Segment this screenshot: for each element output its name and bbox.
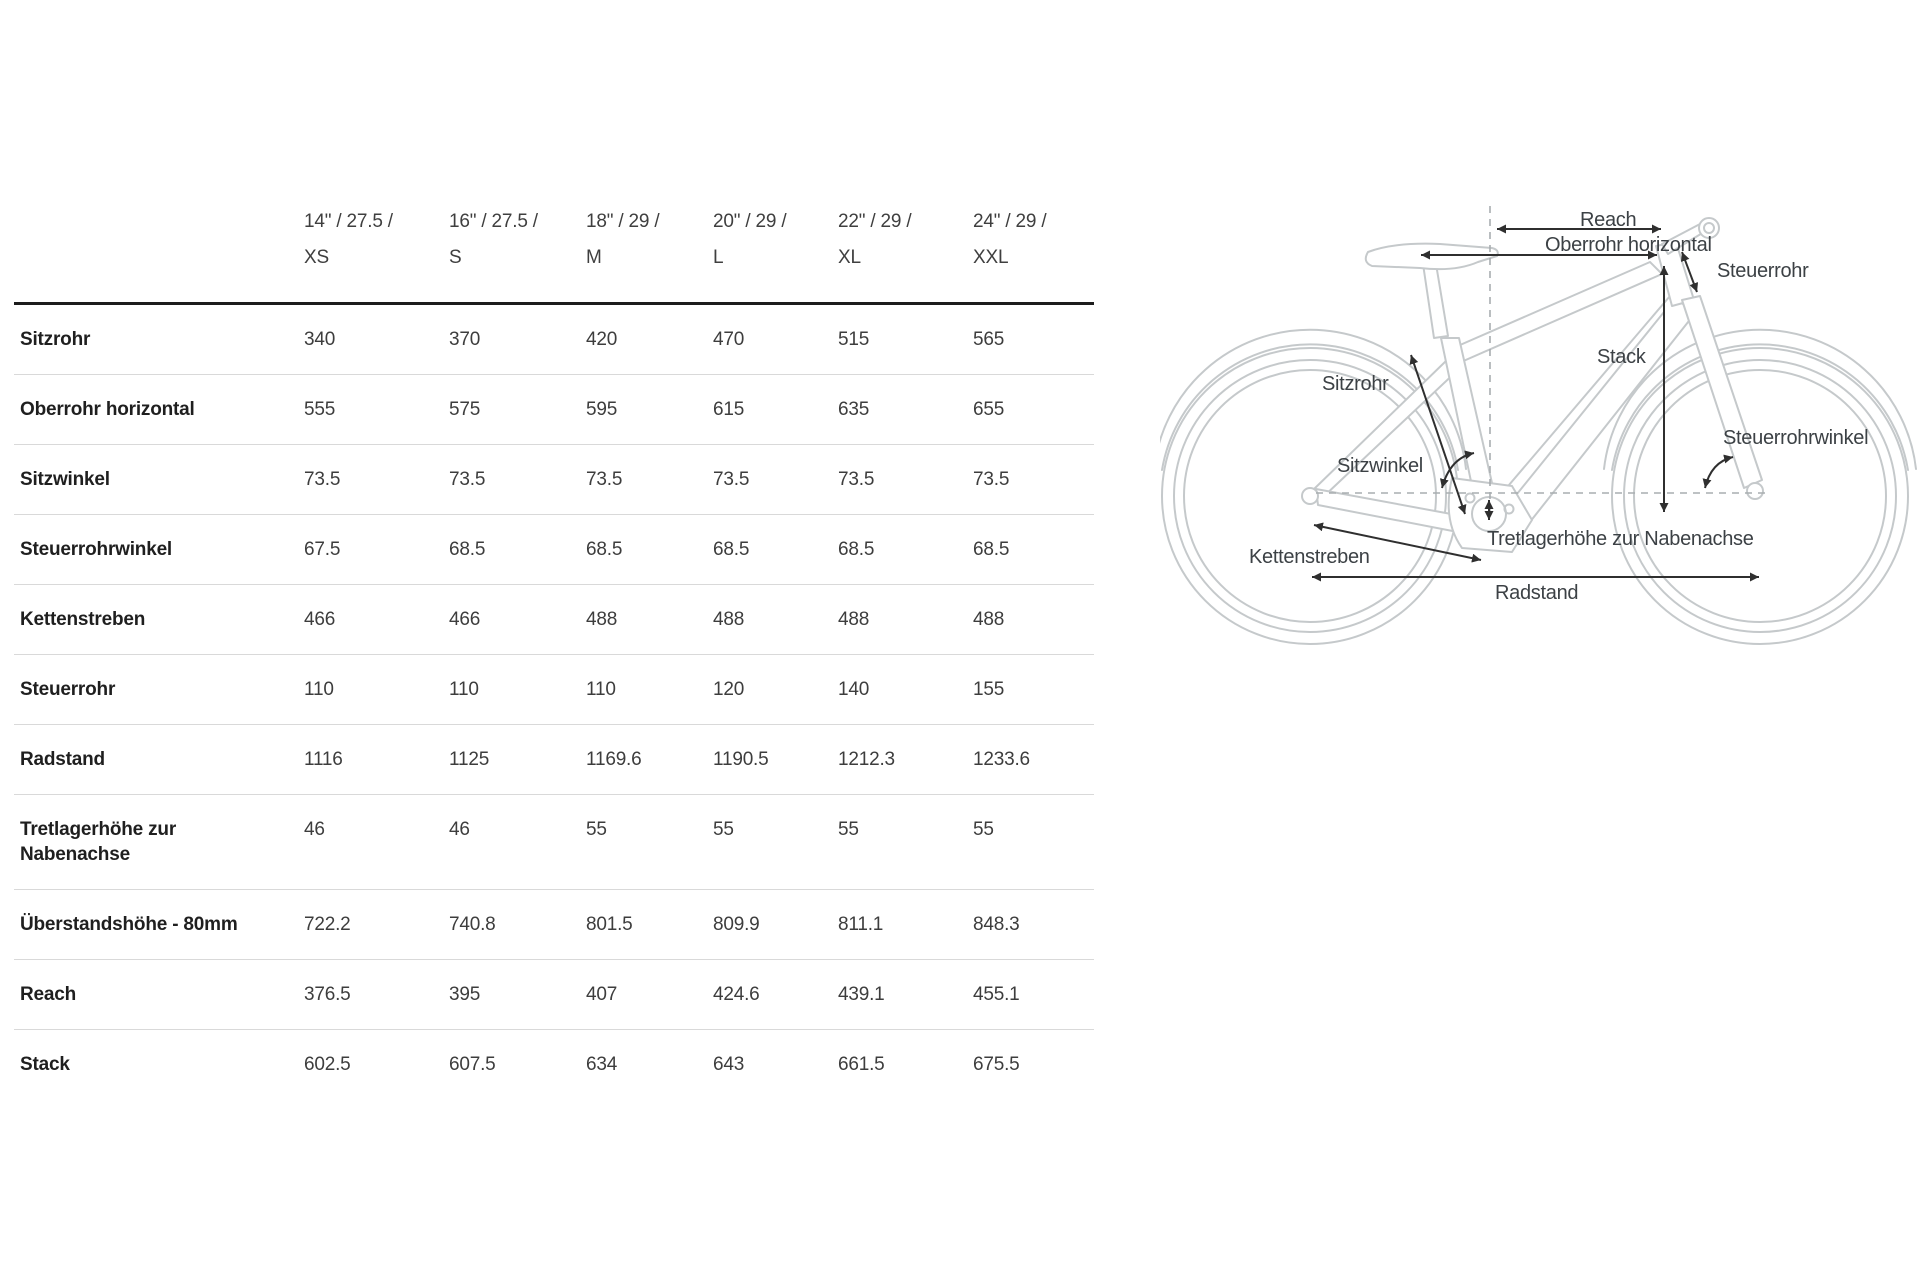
value-cell: 801.5	[586, 890, 713, 960]
value-cell: 67.5	[304, 515, 449, 585]
value-cell: 73.5	[586, 445, 713, 515]
value-cell: 809.9	[713, 890, 838, 960]
stack-label: Stack	[1597, 346, 1646, 368]
value-cell: 420	[586, 329, 618, 350]
table-row	[14, 445, 1094, 515]
row-label-text: Überstandshöhe - 80mm	[20, 914, 238, 935]
row-label	[14, 375, 304, 445]
value-cell: 722.2	[304, 890, 449, 960]
value-cell: 602.5	[304, 1030, 449, 1100]
value-cell: 1233.6	[973, 725, 1094, 795]
size-column-header	[449, 204, 586, 304]
value-cell: 1116	[304, 725, 449, 795]
value-cell: 55	[586, 795, 713, 890]
size-code: XS	[304, 247, 329, 268]
value-cell: 46	[304, 795, 449, 890]
value-cell: 470	[713, 329, 745, 350]
value-cell: 110	[586, 655, 713, 725]
bike-geometry-diagram	[1160, 190, 1920, 700]
value-cell: 466	[449, 585, 586, 655]
value-cell: 73.5	[304, 445, 449, 515]
value-cell: 1212.3	[838, 725, 973, 795]
value-cell: 515	[838, 329, 870, 350]
table-row	[14, 725, 1094, 795]
row-label-text: Oberrohr horizontal	[20, 399, 195, 420]
value-cell: 73.5	[973, 445, 1094, 515]
value-cell: 555	[304, 375, 449, 445]
size-inches: 20" / 29 /	[713, 211, 787, 232]
row-label-text: Kettenstreben	[20, 609, 146, 630]
value-cell: 488	[713, 585, 838, 655]
sitzwinkel-label: Sitzwinkel	[1337, 455, 1423, 477]
value-cell: 635	[838, 375, 973, 445]
row-label	[14, 304, 304, 375]
value-cell: 73.5	[713, 445, 838, 515]
size-inches: 16" / 27.5 /	[449, 211, 538, 232]
size-header-row	[14, 204, 1094, 304]
corner-cell	[14, 204, 304, 304]
size-column-header	[713, 204, 838, 304]
size-code: S	[449, 247, 462, 268]
size-inches: 14" / 27.5 /	[304, 211, 393, 232]
value-cell: 68.5	[449, 515, 586, 585]
value-cell: 643	[713, 1030, 838, 1100]
value-cell: 73.5	[449, 445, 586, 515]
value-cell: 1125	[449, 725, 586, 795]
value-cell: 848.3	[973, 890, 1094, 960]
table-row	[14, 375, 1094, 445]
table-row	[14, 795, 1094, 890]
row-label	[14, 515, 304, 585]
row-label-text: Reach	[20, 984, 77, 1005]
value-cell: 439.1	[838, 960, 973, 1030]
size-code: M	[586, 247, 602, 268]
value-cell: 1169.6	[586, 725, 713, 795]
row-label	[14, 795, 304, 890]
value-cell: 120	[713, 655, 838, 725]
tretlagerhoehe-label: Tretlagerhöhe zur Nabenachse	[1487, 528, 1754, 550]
value-cell: 455.1	[973, 960, 1094, 1030]
value-cell: 424.6	[713, 960, 838, 1030]
diagram-labels	[1249, 209, 1868, 604]
value-cell: 395	[449, 960, 586, 1030]
value-cell: 407	[586, 960, 713, 1030]
row-label-text: Steuerrohr	[20, 679, 116, 700]
size-inches: 18" / 29 /	[586, 211, 660, 232]
size-inches: 24" / 29 /	[973, 211, 1047, 232]
value-cell: 740.8	[449, 890, 586, 960]
sitzrohr-label: Sitzrohr	[1322, 373, 1389, 395]
value-cell: 575	[449, 375, 586, 445]
steuerrohrwinkel-angle-arrow	[1705, 457, 1733, 488]
size-code: XXL	[973, 247, 1009, 268]
value-cell: 595	[586, 375, 713, 445]
table-row	[14, 515, 1094, 585]
row-label	[14, 890, 304, 960]
value-cell: 565	[973, 329, 1005, 350]
table-row	[14, 1030, 1094, 1100]
value-cell: 46	[449, 795, 586, 890]
row-label-text: Steuerrohrwinkel	[20, 539, 173, 560]
value-cell: 488	[973, 585, 1094, 655]
value-cell: 655	[973, 375, 1094, 445]
size-column-header	[973, 204, 1094, 304]
value-cell: 110	[449, 655, 586, 725]
row-label-text: Tretlagerhöhe zur Nabenachse	[20, 819, 177, 865]
value-cell: 607.5	[449, 1030, 586, 1100]
size-inches: 22" / 29 /	[838, 211, 912, 232]
reach-label: Reach	[1580, 209, 1637, 231]
value-cell: 68.5	[973, 515, 1094, 585]
row-label-text: Sitzrohr	[20, 329, 91, 350]
row-label-text: Stack	[20, 1054, 70, 1075]
size-code: XL	[838, 247, 861, 268]
value-cell: 811.1	[838, 890, 973, 960]
value-cell: 488	[838, 585, 973, 655]
size-code: L	[713, 247, 724, 268]
value-cell: 615	[713, 375, 838, 445]
size-column-header	[304, 204, 449, 304]
value-cell: 466	[304, 585, 449, 655]
table-row	[14, 960, 1094, 1030]
table-row	[14, 890, 1094, 960]
value-cell: 68.5	[713, 515, 838, 585]
value-cell: 68.5	[586, 515, 713, 585]
steuerrohr-label: Steuerrohr	[1717, 260, 1809, 282]
value-cell: 370	[449, 329, 481, 350]
row-label	[14, 960, 304, 1030]
value-cell: 55	[973, 795, 1094, 890]
row-label	[14, 1030, 304, 1100]
value-cell: 1190.5	[713, 725, 838, 795]
value-cell: 376.5	[304, 960, 449, 1030]
row-label	[14, 725, 304, 795]
rear-wheel-icon	[1160, 330, 1466, 644]
table-row	[14, 585, 1094, 655]
steuerrohrwinkel-label: Steuerrohrwinkel	[1723, 427, 1869, 449]
value-cell: 55	[838, 795, 973, 890]
row-label	[14, 585, 304, 655]
value-cell: 661.5	[838, 1030, 973, 1100]
value-cell: 140	[838, 655, 973, 725]
value-cell: 155	[973, 655, 1094, 725]
kettenstreben-label: Kettenstreben	[1249, 546, 1370, 568]
value-cell: 68.5	[838, 515, 973, 585]
value-cell: 675.5	[973, 1030, 1094, 1100]
geometry-table	[14, 204, 1094, 1099]
value-cell: 73.5	[838, 445, 973, 515]
value-cell: 488	[586, 585, 713, 655]
value-cell: 55	[713, 795, 838, 890]
row-label-text: Sitzwinkel	[20, 469, 110, 490]
oberrohr-label: Oberrohr horizontal	[1545, 234, 1712, 256]
table-row	[14, 655, 1094, 725]
row-label	[14, 445, 304, 515]
row-label	[14, 655, 304, 725]
size-column-header	[838, 204, 973, 304]
value-cell: 340	[304, 329, 336, 350]
table-row	[14, 304, 1094, 375]
size-column-header	[586, 204, 713, 304]
radstand-label: Radstand	[1495, 582, 1579, 604]
value-cell: 110	[304, 655, 449, 725]
row-label-text: Radstand	[20, 749, 105, 770]
value-cell: 634	[586, 1030, 713, 1100]
measurement-arrows	[1312, 229, 1759, 577]
